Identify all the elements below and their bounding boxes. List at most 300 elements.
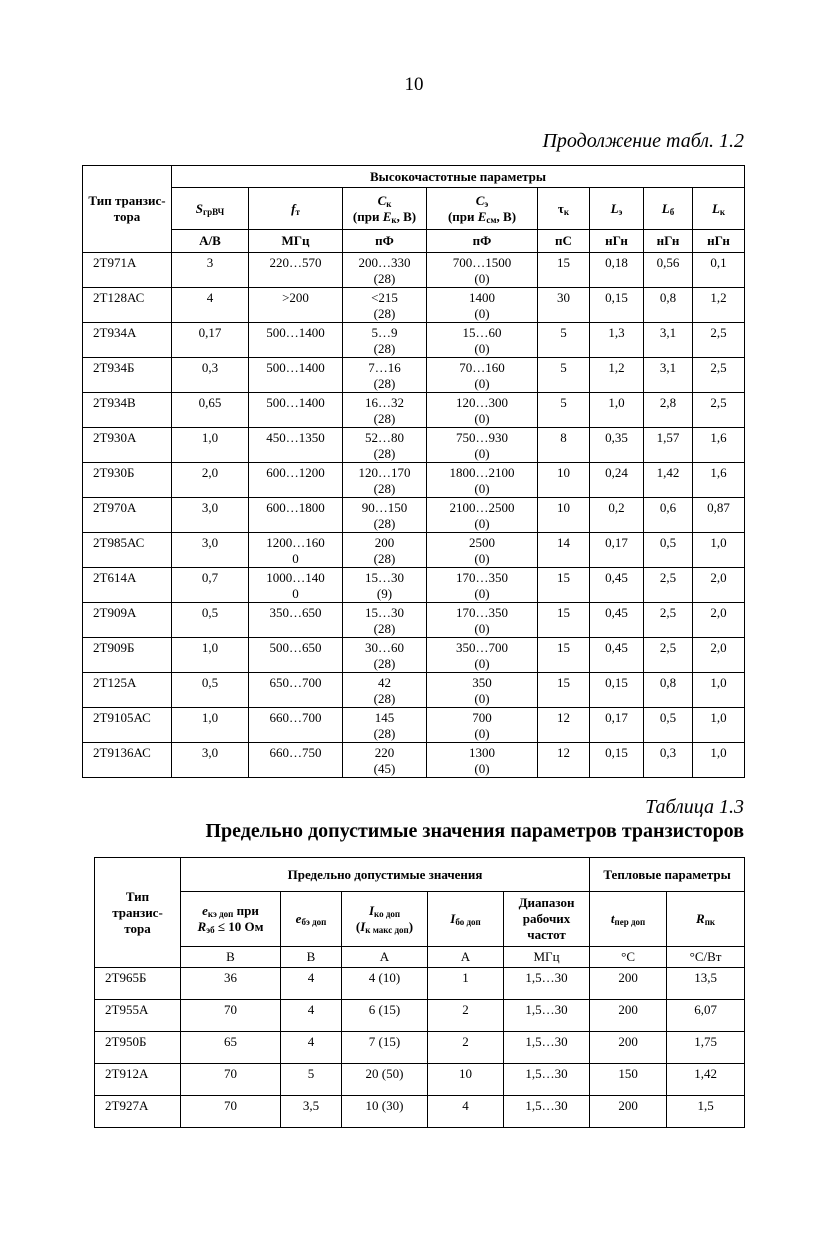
unit-rpk: °С/Вт bbox=[667, 947, 745, 968]
table-cell bbox=[693, 743, 745, 778]
table-cell bbox=[693, 393, 745, 428]
table-cell: 1 bbox=[428, 968, 504, 1000]
table-row bbox=[83, 358, 745, 393]
col-lk-header: $L_к$ bbox=[693, 188, 745, 230]
cell-value: 0,6 bbox=[659, 500, 677, 515]
cell-value: 0,1 bbox=[710, 255, 727, 270]
cell-value: 3,0 bbox=[201, 745, 219, 760]
table-cell bbox=[427, 393, 538, 428]
table-cell: 4 bbox=[281, 1032, 342, 1064]
cell-value: 350 bbox=[472, 675, 492, 690]
col-ft-header: $f_т$ bbox=[249, 188, 343, 230]
cell-value: (28) bbox=[373, 481, 396, 496]
table-1-3-body bbox=[95, 968, 745, 1128]
cell-value: (28) bbox=[373, 656, 396, 671]
table-cell bbox=[172, 673, 249, 708]
table-cell bbox=[590, 498, 644, 533]
table-cell: 10 bbox=[428, 1064, 504, 1096]
unit-tper: °С bbox=[590, 947, 667, 968]
table-cell bbox=[343, 533, 427, 568]
table-cell bbox=[172, 253, 249, 288]
cell-value: 0,18 bbox=[605, 255, 628, 270]
table-cell bbox=[343, 743, 427, 778]
cell-value: 0,5 bbox=[659, 535, 677, 550]
cell-value: 0,87 bbox=[707, 500, 730, 515]
cell-value: 2Т909Б bbox=[93, 640, 135, 655]
table-cell: 2 bbox=[428, 1000, 504, 1032]
cell-value: (45) bbox=[373, 761, 396, 776]
table-cell: 5 bbox=[281, 1064, 342, 1096]
table-cell bbox=[538, 323, 590, 358]
table-row bbox=[83, 568, 745, 603]
table-cell bbox=[343, 708, 427, 743]
cell-value: >200 bbox=[282, 290, 309, 305]
table-cell bbox=[644, 393, 693, 428]
table-cell bbox=[538, 288, 590, 323]
cell-value: 1,3 bbox=[608, 325, 625, 340]
table-cell bbox=[693, 323, 745, 358]
table-row bbox=[83, 673, 745, 708]
table-cell bbox=[590, 253, 644, 288]
table-cell: 6 (15) bbox=[342, 1000, 428, 1032]
table-cell bbox=[538, 638, 590, 673]
table-row bbox=[95, 1032, 745, 1064]
cell-value: 0,15 bbox=[605, 745, 628, 760]
table-cell bbox=[538, 708, 590, 743]
cell-value: 2,5 bbox=[710, 395, 727, 410]
table-cell bbox=[590, 463, 644, 498]
table-cell bbox=[538, 393, 590, 428]
table-cell bbox=[172, 463, 249, 498]
table-cell bbox=[343, 673, 427, 708]
transistor-type-cell: 2Т950Б bbox=[95, 1032, 181, 1064]
table-cell bbox=[644, 323, 693, 358]
table-cell bbox=[427, 358, 538, 393]
unit-iko: А bbox=[342, 947, 428, 968]
table-cell: 1,5…30 bbox=[504, 1000, 590, 1032]
cell-value: 350…650 bbox=[269, 605, 322, 620]
transistor-type-cell bbox=[83, 603, 172, 638]
cell-value: 0,5 bbox=[201, 675, 219, 690]
table-cell bbox=[693, 568, 745, 603]
table-cell bbox=[249, 323, 343, 358]
table-cell bbox=[343, 428, 427, 463]
col-ebe-header: $e_{бэ доп}$ bbox=[281, 892, 342, 947]
col-tper-header: $t_{пер доп}$ bbox=[590, 892, 667, 947]
cell-value: 350…700 bbox=[456, 640, 508, 655]
cell-value: 16…32 bbox=[365, 395, 404, 410]
table-cell bbox=[249, 393, 343, 428]
cell-value: 3 bbox=[206, 255, 214, 270]
cell-value: 2,8 bbox=[659, 395, 677, 410]
table-cell: 4 bbox=[428, 1096, 504, 1128]
cell-value: 1,57 bbox=[656, 430, 680, 445]
cell-value: 0,5 bbox=[201, 605, 219, 620]
cell-value: (0) bbox=[474, 691, 490, 706]
col-le-header: $L_э$ bbox=[590, 188, 644, 230]
cell-value: 1,2 bbox=[608, 360, 625, 375]
col-tau-header: $\tau_к$ bbox=[538, 188, 590, 230]
table-row bbox=[83, 463, 745, 498]
cell-value: 5 bbox=[560, 395, 567, 410]
cell-value: 0,8 bbox=[659, 675, 677, 690]
cell-value: (0) bbox=[474, 586, 490, 601]
cell-value: 0,8 bbox=[659, 290, 677, 305]
cell-value: 15 bbox=[557, 640, 570, 655]
table-cell: 200 bbox=[590, 1032, 667, 1064]
cell-value: 2,0 bbox=[201, 465, 219, 480]
cell-value: 1,0 bbox=[608, 395, 625, 410]
unit-ck: пФ bbox=[343, 230, 427, 253]
table-cell bbox=[590, 638, 644, 673]
cell-value: (0) bbox=[474, 621, 490, 636]
table-cell bbox=[693, 498, 745, 533]
table-cell: 1,5 bbox=[667, 1096, 745, 1128]
cell-value: 90…150 bbox=[361, 500, 408, 515]
cell-value: 1200…160 bbox=[266, 535, 325, 550]
table-1-3-title: Предельно допустимые значения параметров транзисторов bbox=[205, 820, 744, 842]
table-cell bbox=[427, 603, 538, 638]
table-cell bbox=[427, 288, 538, 323]
cell-value: 2,5 bbox=[710, 360, 727, 375]
cell-value: 0,65 bbox=[198, 395, 222, 410]
table-cell bbox=[343, 288, 427, 323]
cell-value: 15…30 bbox=[365, 570, 404, 585]
table-cell bbox=[644, 253, 693, 288]
table-row bbox=[83, 393, 745, 428]
cell-value: (0) bbox=[474, 761, 490, 776]
cell-value: <215 bbox=[371, 290, 398, 305]
table-cell bbox=[172, 498, 249, 533]
table-cell bbox=[693, 603, 745, 638]
cell-value: 70…160 bbox=[459, 360, 505, 375]
table-cell bbox=[249, 463, 343, 498]
table-cell bbox=[590, 673, 644, 708]
cell-value: 120…170 bbox=[358, 465, 411, 480]
cell-value: 0,15 bbox=[605, 290, 628, 305]
cell-value: 3,0 bbox=[201, 500, 219, 515]
cell-value: 2Т125А bbox=[93, 675, 137, 690]
table-cell bbox=[693, 288, 745, 323]
cell-value: 2,0 bbox=[710, 605, 727, 620]
cell-value: 1,6 bbox=[710, 465, 727, 480]
cell-value: (28) bbox=[373, 271, 396, 286]
cell-value: 1,0 bbox=[710, 710, 727, 725]
table-cell bbox=[343, 603, 427, 638]
cell-value: 2100…2500 bbox=[449, 500, 515, 515]
table-cell: 150 bbox=[590, 1064, 667, 1096]
table-cell bbox=[538, 428, 590, 463]
cell-value: 5 bbox=[560, 325, 567, 340]
table-cell bbox=[427, 428, 538, 463]
cell-value: 0,3 bbox=[201, 360, 219, 375]
transistor-type-cell: 2Т955А bbox=[95, 1000, 181, 1032]
table-cell: 36 bbox=[181, 968, 281, 1000]
cell-value: 0 bbox=[292, 551, 299, 566]
col-range-header: Диапазон рабочих частот bbox=[504, 892, 590, 947]
table-row bbox=[83, 498, 745, 533]
cell-value: 500…650 bbox=[269, 640, 322, 655]
cell-value: 10 bbox=[557, 500, 570, 515]
cell-value: 450…1350 bbox=[266, 430, 325, 445]
table-cell bbox=[427, 323, 538, 358]
table-cell: 4 bbox=[281, 968, 342, 1000]
table-cell: 200 bbox=[590, 1000, 667, 1032]
table-cell bbox=[172, 708, 249, 743]
table-cell bbox=[172, 533, 249, 568]
table-cell bbox=[693, 463, 745, 498]
cell-value: (0) bbox=[474, 411, 490, 426]
table-cell bbox=[172, 288, 249, 323]
cell-value: 1,0 bbox=[201, 640, 219, 655]
table-cell bbox=[538, 743, 590, 778]
unit-range: МГц bbox=[504, 947, 590, 968]
cell-value: 1000…140 bbox=[266, 570, 325, 585]
table-cell bbox=[249, 568, 343, 603]
cell-value: 170…350 bbox=[456, 570, 508, 585]
col-iko-header: $I_{ко доп}$ $(I_{к макс доп})$ bbox=[342, 892, 428, 947]
table-cell: 6,07 bbox=[667, 1000, 745, 1032]
cell-value: 7…16 bbox=[368, 360, 401, 375]
cell-value: 30…60 bbox=[365, 640, 404, 655]
cell-value: (28) bbox=[373, 341, 396, 356]
table-row bbox=[83, 743, 745, 778]
table-cell bbox=[693, 673, 745, 708]
table-cell bbox=[427, 533, 538, 568]
cell-value: 0,17 bbox=[605, 535, 628, 550]
table-row bbox=[83, 708, 745, 743]
cell-value: 600…1200 bbox=[266, 465, 325, 480]
cell-value: 1800…2100 bbox=[449, 465, 515, 480]
table-cell: 70 bbox=[181, 1000, 281, 1032]
cell-value: 1,6 bbox=[710, 430, 727, 445]
table-cell bbox=[538, 673, 590, 708]
table-cell bbox=[693, 708, 745, 743]
cell-value: 700 bbox=[472, 710, 492, 725]
cell-value: 2Т985АС bbox=[93, 535, 145, 550]
table-cell bbox=[590, 708, 644, 743]
cell-value: 15 bbox=[557, 605, 570, 620]
table-cell bbox=[427, 708, 538, 743]
cell-value: 750…930 bbox=[456, 430, 508, 445]
cell-value: 1300 bbox=[469, 745, 495, 760]
cell-value: 0,15 bbox=[605, 675, 628, 690]
cell-value: 12 bbox=[557, 710, 570, 725]
table-cell: 1,5…30 bbox=[504, 1064, 590, 1096]
table-cell bbox=[172, 428, 249, 463]
cell-value: 0,45 bbox=[605, 570, 628, 585]
cell-value: 0,5 bbox=[659, 710, 677, 725]
cell-value: 2Т614А bbox=[93, 570, 137, 585]
cell-value: (0) bbox=[474, 446, 490, 461]
table-cell: 65 bbox=[181, 1032, 281, 1064]
cell-value: 700…1500 bbox=[452, 255, 512, 270]
cell-value: 15…30 bbox=[365, 605, 404, 620]
table-cell bbox=[343, 463, 427, 498]
cell-value: 145 bbox=[374, 710, 395, 725]
table-cell bbox=[538, 533, 590, 568]
table-cell bbox=[590, 603, 644, 638]
cell-value: 0 bbox=[292, 586, 299, 601]
table-cell: 1,5…30 bbox=[504, 1032, 590, 1064]
transistor-type-cell bbox=[83, 498, 172, 533]
table-cell: 200 bbox=[590, 1096, 667, 1128]
cell-value: 1,0 bbox=[710, 535, 727, 550]
col-ck-header: $C_к$ (при $E_к$, В) bbox=[343, 188, 427, 230]
transistor-type-cell bbox=[83, 743, 172, 778]
table-1-3-label: Таблица 1.3 bbox=[645, 796, 744, 818]
table-cell: 4 bbox=[281, 1000, 342, 1032]
cell-value: 0,3 bbox=[659, 745, 677, 760]
cell-value: 120…300 bbox=[456, 395, 508, 410]
type-header: Тип транзис-тора bbox=[83, 166, 172, 253]
table-cell bbox=[538, 463, 590, 498]
limits-header: Предельно допустимые значения bbox=[181, 858, 590, 892]
transistor-type-cell bbox=[83, 288, 172, 323]
table-cell bbox=[590, 533, 644, 568]
table-cell bbox=[249, 638, 343, 673]
unit-tau: пС bbox=[538, 230, 590, 253]
cell-value: 1400 bbox=[469, 290, 495, 305]
cell-value: (0) bbox=[474, 341, 490, 356]
cell-value: 0,7 bbox=[201, 570, 219, 585]
cell-value: (0) bbox=[474, 306, 490, 321]
table-cell bbox=[644, 673, 693, 708]
transistor-type-cell bbox=[83, 323, 172, 358]
table-cell bbox=[427, 673, 538, 708]
table-row bbox=[95, 1096, 745, 1128]
cell-value: 0,17 bbox=[198, 325, 222, 340]
table-row bbox=[83, 533, 745, 568]
unit-ebe: В bbox=[281, 947, 342, 968]
cell-value: (0) bbox=[474, 656, 490, 671]
cell-value: 5 bbox=[560, 360, 567, 375]
table-cell: 70 bbox=[181, 1096, 281, 1128]
table-cell bbox=[590, 743, 644, 778]
unit-lk: нГн bbox=[693, 230, 745, 253]
cell-value: 2Т970А bbox=[93, 500, 137, 515]
table-cell bbox=[538, 358, 590, 393]
cell-value: 3,0 bbox=[201, 535, 219, 550]
cell-value: (28) bbox=[373, 516, 396, 531]
cell-value: 3,1 bbox=[659, 325, 677, 340]
cell-value: 500…1400 bbox=[266, 325, 325, 340]
cell-value: 2Т9136АС bbox=[93, 745, 151, 760]
cell-value: (28) bbox=[373, 726, 396, 741]
cell-value: 0,56 bbox=[656, 255, 680, 270]
table-cell bbox=[644, 603, 693, 638]
table-row bbox=[83, 638, 745, 673]
cell-value: (28) bbox=[373, 446, 396, 461]
table-cell bbox=[644, 288, 693, 323]
cell-value: 2,0 bbox=[710, 640, 727, 655]
cell-value: 0,45 bbox=[605, 640, 628, 655]
table-cell: 4 (10) bbox=[342, 968, 428, 1000]
hf-params-header: Высокочастотные параметры bbox=[172, 166, 745, 188]
cell-value: 0,35 bbox=[605, 430, 628, 445]
table-cell bbox=[693, 638, 745, 673]
table-cell: 2 bbox=[428, 1032, 504, 1064]
table-cell bbox=[249, 358, 343, 393]
cell-value: (0) bbox=[474, 376, 490, 391]
table-row bbox=[95, 1000, 745, 1032]
table-cell bbox=[644, 533, 693, 568]
cell-value: 1,0 bbox=[710, 745, 727, 760]
cell-value: 0,45 bbox=[605, 605, 628, 620]
cell-value: 2Т930Б bbox=[93, 465, 135, 480]
table-row bbox=[83, 253, 745, 288]
table-cell bbox=[343, 498, 427, 533]
table-cell bbox=[249, 743, 343, 778]
table-cell bbox=[172, 743, 249, 778]
table-cell: 1,5…30 bbox=[504, 1096, 590, 1128]
col-lb-header: $L_б$ bbox=[644, 188, 693, 230]
cell-value: 2Т128АС bbox=[93, 290, 145, 305]
cell-value: 650…700 bbox=[269, 675, 322, 690]
table-cell bbox=[249, 428, 343, 463]
table-row bbox=[83, 428, 745, 463]
table-cell bbox=[172, 603, 249, 638]
cell-value: 1,0 bbox=[710, 675, 727, 690]
table-cell: 1,75 bbox=[667, 1032, 745, 1064]
cell-value: (28) bbox=[373, 691, 396, 706]
cell-value: 42 bbox=[378, 675, 391, 690]
unit-le: нГн bbox=[590, 230, 644, 253]
table-cell bbox=[427, 498, 538, 533]
table-row bbox=[95, 968, 745, 1000]
table-cell bbox=[343, 323, 427, 358]
col-ce-header: $C_э$ (при $E_{см}$, В) bbox=[427, 188, 538, 230]
cell-value: 1,0 bbox=[201, 430, 219, 445]
table-cell bbox=[343, 638, 427, 673]
col-s-header: $S_{грВЧ}$ bbox=[172, 188, 249, 230]
transistor-type-cell bbox=[83, 708, 172, 743]
table-1-2-body bbox=[83, 253, 745, 778]
table-cell bbox=[590, 288, 644, 323]
cell-value: 600…1800 bbox=[266, 500, 325, 515]
cell-value: (9) bbox=[376, 586, 393, 601]
table-cell bbox=[538, 253, 590, 288]
cell-value: 2Т930А bbox=[93, 430, 137, 445]
cell-value: (28) bbox=[373, 306, 396, 321]
table-cell bbox=[644, 428, 693, 463]
cell-value: (0) bbox=[474, 551, 490, 566]
cell-value: 10 bbox=[557, 465, 570, 480]
table-cell bbox=[427, 568, 538, 603]
cell-value: 15 bbox=[557, 255, 570, 270]
transistor-type-cell: 2Т912А bbox=[95, 1064, 181, 1096]
unit-ibo: А bbox=[428, 947, 504, 968]
cell-value: 0,24 bbox=[605, 465, 628, 480]
cell-value: 2,5 bbox=[659, 640, 677, 655]
table-cell bbox=[644, 708, 693, 743]
table-cell bbox=[538, 603, 590, 638]
unit-ft: МГц bbox=[249, 230, 343, 253]
table-cell bbox=[172, 638, 249, 673]
cell-value: 500…1400 bbox=[266, 395, 325, 410]
table-cell bbox=[343, 393, 427, 428]
transistor-type-cell bbox=[83, 358, 172, 393]
cell-value: (0) bbox=[474, 271, 490, 286]
cell-value: 3,1 bbox=[659, 360, 677, 375]
cell-value: 500…1400 bbox=[266, 360, 325, 375]
table-cell: 1,5…30 bbox=[504, 968, 590, 1000]
transistor-type-cell bbox=[83, 533, 172, 568]
type-header: Тип транзис-тора bbox=[95, 858, 181, 968]
cell-value: 1,0 bbox=[201, 710, 219, 725]
col-eke-header: $e_{кэ доп}$ при $R_{эб} \le 10$ Ом bbox=[181, 892, 281, 947]
transistor-type-cell bbox=[83, 428, 172, 463]
